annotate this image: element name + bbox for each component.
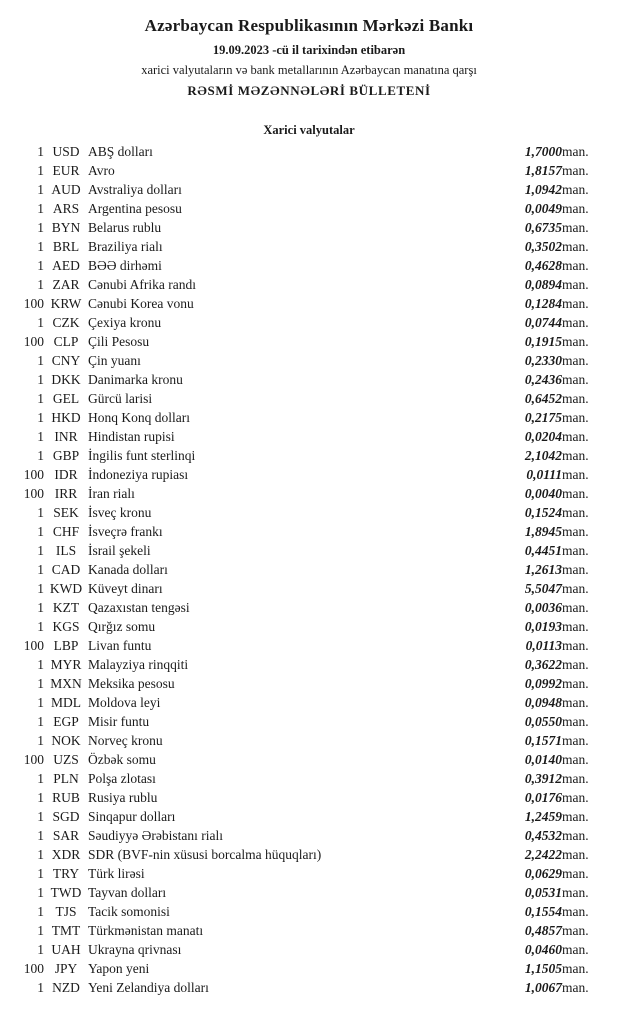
quantity-cell: 1 (37, 828, 44, 843)
quantity-cell: 100 (23, 961, 44, 976)
quantity-cell: 1 (37, 562, 44, 577)
currency-name-cell: Rusiya rublu (88, 790, 158, 805)
unit-label-cell: man. (562, 144, 589, 159)
table-row (18, 256, 600, 275)
quantity-cell: 100 (23, 638, 44, 653)
quantity-cell: 1 (37, 353, 44, 368)
quantity-cell: 1 (37, 201, 44, 216)
currency-code-cell: TMT (51, 923, 81, 938)
unit-label-cell: man. (562, 638, 589, 653)
currency-name-cell: Kanada dolları (88, 562, 168, 577)
rate-value-cell: 0,0992 (524, 676, 562, 691)
quantity-cell: 1 (37, 904, 44, 919)
currency-name-cell: Sinqapur dolları (88, 809, 176, 824)
rate-value-cell: 1,8157 (524, 163, 562, 178)
quantity-cell: 100 (23, 296, 44, 311)
rate-value-cell: 0,0460 (524, 942, 562, 957)
rate-value-cell: 0,0629 (524, 866, 562, 881)
table-row (18, 294, 600, 313)
rate-value-cell: 0,0948 (524, 695, 562, 710)
quantity-cell: 1 (37, 942, 44, 957)
currency-name-cell: Livan funtu (88, 638, 152, 653)
currency-code-cell: SGD (52, 809, 80, 824)
currency-name-cell: Tayvan dolları (88, 885, 167, 900)
unit-label-cell: man. (562, 220, 589, 235)
table-row (18, 332, 600, 351)
quantity-cell: 1 (37, 714, 44, 729)
currency-code-cell: ILS (55, 543, 77, 558)
currency-name-cell: SDR (BVF-nin xüsusi borcalma hüquqları) (88, 847, 322, 862)
currency-code-cell: UZS (53, 752, 79, 767)
rate-value-cell: 0,0113 (525, 638, 562, 653)
table-row (18, 883, 600, 902)
rate-value-cell: 0,0040 (524, 486, 562, 501)
bulletin-title: RƏSMİ MƏZƏNNƏLƏRİ BÜLLETENİ (187, 83, 431, 98)
table-row (18, 788, 600, 807)
currency-name-cell: Çin yuanı (88, 353, 141, 368)
rate-value-cell: 0,0140 (524, 752, 562, 767)
currency-name-cell: Malayziya rinqqiti (88, 657, 189, 672)
table-row (18, 693, 600, 712)
rates-table-body (18, 142, 600, 997)
rate-value-cell: 0,1284 (524, 296, 562, 311)
table-row (18, 826, 600, 845)
table-row (18, 674, 600, 693)
table-row (18, 617, 600, 636)
rate-value-cell: 0,1554 (524, 904, 562, 919)
quantity-cell: 1 (37, 619, 44, 634)
table-row (18, 351, 600, 370)
rate-value-cell: 0,4532 (524, 828, 562, 843)
currency-name-cell: Braziliya rialı (88, 239, 163, 254)
currency-code-cell: TRY (52, 866, 80, 881)
unit-label-cell: man. (562, 847, 589, 862)
unit-label-cell: man. (562, 315, 589, 330)
currency-name-cell: İndoneziya rupiası (88, 467, 189, 482)
quantity-cell: 1 (37, 429, 44, 444)
currency-code-cell: MXN (50, 676, 82, 691)
currency-code-cell: GEL (52, 391, 80, 406)
exchange-rates-table (18, 142, 600, 997)
quantity-cell: 1 (37, 448, 44, 463)
currency-name-cell: Çexiya kronu (88, 315, 162, 330)
rate-value-cell: 1,0942 (524, 182, 562, 197)
currency-name-cell: Səudiyyə Ərəbistanı rialı (88, 828, 223, 843)
quantity-cell: 1 (37, 372, 44, 387)
currency-name-cell: Avro (88, 163, 115, 178)
quantity-cell: 1 (37, 277, 44, 292)
quantity-cell: 1 (37, 182, 44, 197)
currency-code-cell: NZD (52, 980, 80, 995)
unit-label-cell: man. (562, 182, 589, 197)
effective-date-line: 19.09.2023 -cü il tarixindən etibarən (212, 43, 406, 57)
unit-label-cell: man. (562, 904, 589, 919)
unit-label-cell: man. (562, 809, 589, 824)
currency-name-cell: İran rialı (88, 486, 135, 501)
rate-value-cell: 0,3912 (524, 771, 562, 786)
currency-code-cell: CAD (51, 562, 81, 577)
currency-code-cell: KRW (50, 296, 82, 311)
table-row (18, 313, 600, 332)
unit-label-cell: man. (562, 942, 589, 957)
currency-name-cell: Argentina pesosu (88, 201, 182, 216)
unit-label-cell: man. (562, 752, 589, 767)
currency-name-cell: Qazaxıstan tengəsi (88, 600, 190, 615)
quantity-cell: 1 (37, 657, 44, 672)
unit-label-cell: man. (562, 961, 589, 976)
section-title-foreign-currencies: Xarici valyutalar (263, 123, 355, 137)
currency-code-cell: ARS (52, 201, 80, 216)
rate-value-cell: 0,2175 (524, 410, 562, 425)
table-row (18, 940, 600, 959)
currency-code-cell: RUB (52, 790, 80, 805)
currency-code-cell: BYN (51, 220, 81, 235)
currency-code-cell: JPY (54, 961, 78, 976)
currency-code-cell: TWD (50, 885, 82, 900)
rate-value-cell: 0,3502 (524, 239, 562, 254)
currency-name-cell: ABŞ dolları (88, 144, 153, 159)
quantity-cell: 1 (37, 771, 44, 786)
currency-code-cell: NOK (51, 733, 81, 748)
unit-label-cell: man. (562, 923, 589, 938)
table-row (18, 959, 600, 978)
table-row (18, 902, 600, 921)
table-row (18, 921, 600, 940)
unit-label-cell: man. (562, 714, 589, 729)
table-row (18, 446, 600, 465)
unit-label-cell: man. (562, 562, 589, 577)
rate-value-cell: 1,7000 (524, 144, 562, 159)
currency-code-cell: LBP (53, 638, 79, 653)
currency-name-cell: Cənubi Korea vonu (88, 296, 194, 311)
unit-label-cell: man. (562, 790, 589, 805)
quantity-cell: 1 (37, 581, 44, 596)
quantity-cell: 1 (37, 144, 44, 159)
unit-label-cell: man. (562, 885, 589, 900)
table-row (18, 237, 600, 256)
currency-code-cell: SAR (52, 828, 80, 843)
unit-label-cell: man. (562, 619, 589, 634)
unit-label-cell: man. (562, 695, 589, 710)
rate-value-cell: 5,5047 (524, 581, 562, 596)
rate-value-cell: 1,0067 (524, 980, 562, 995)
currency-code-cell: KWD (49, 581, 83, 596)
unit-label-cell: man. (562, 372, 589, 387)
currency-name-cell: Avstraliya dolları (88, 182, 182, 197)
currency-name-cell: Moldova leyi (88, 695, 161, 710)
rate-value-cell: 0,0176 (524, 790, 562, 805)
quantity-cell: 1 (37, 524, 44, 539)
unit-label-cell: man. (562, 733, 589, 748)
rate-value-cell: 0,1915 (524, 334, 562, 349)
currency-code-cell: KZT (52, 600, 80, 615)
currency-name-cell: Özbək somu (88, 752, 156, 767)
currency-name-cell: Meksika pesosu (88, 676, 175, 691)
currency-name-cell: Gürcü larisi (88, 391, 153, 406)
table-row (18, 142, 600, 161)
table-row (18, 180, 600, 199)
currency-name-cell: İngilis funt sterlinqi (88, 448, 196, 463)
quantity-cell: 100 (23, 752, 44, 767)
unit-label-cell: man. (562, 163, 589, 178)
currency-code-cell: AUD (51, 182, 81, 197)
rate-value-cell: 0,0111 (526, 467, 562, 482)
currency-name-cell: Polşa zlotası (88, 771, 156, 786)
rate-value-cell: 0,0894 (524, 277, 562, 292)
table-row (18, 655, 600, 674)
quantity-cell: 100 (23, 467, 44, 482)
currency-code-cell: INR (54, 429, 78, 444)
rate-value-cell: 1,1505 (524, 961, 562, 976)
quantity-cell: 1 (37, 980, 44, 995)
currency-name-cell: Küveyt dinarı (88, 581, 163, 596)
quantity-cell: 1 (37, 239, 44, 254)
currency-name-cell: Misir funtu (88, 714, 150, 729)
unit-label-cell: man. (562, 201, 589, 216)
table-row (18, 161, 600, 180)
table-row (18, 712, 600, 731)
quantity-cell: 1 (37, 410, 44, 425)
currency-name-cell: Türk lirəsi (88, 866, 145, 881)
currency-code-cell: SEK (53, 505, 79, 520)
currency-name-cell: Danimarka kronu (88, 372, 183, 387)
rate-value-cell: 0,6452 (524, 391, 562, 406)
unit-label-cell: man. (562, 353, 589, 368)
table-row (18, 503, 600, 522)
quantity-cell: 1 (37, 866, 44, 881)
currency-code-cell: CZK (52, 315, 80, 330)
currency-code-cell: EUR (52, 163, 80, 178)
table-row (18, 370, 600, 389)
rate-value-cell: 2,2422 (524, 847, 562, 862)
currency-code-cell: EGP (53, 714, 79, 729)
table-row (18, 807, 600, 826)
unit-label-cell: man. (562, 448, 589, 463)
unit-label-cell: man. (562, 524, 589, 539)
currency-code-cell: CHF (52, 524, 80, 539)
rate-value-cell: 0,0550 (524, 714, 562, 729)
currency-code-cell: KGS (52, 619, 80, 634)
rate-value-cell: 0,0049 (524, 201, 562, 216)
rate-value-cell: 0,1571 (524, 733, 562, 748)
currency-code-cell: AED (52, 258, 80, 273)
table-row (18, 769, 600, 788)
currency-code-cell: IDR (54, 467, 78, 482)
quantity-cell: 1 (37, 695, 44, 710)
currency-name-cell: İsrail şekeli (88, 543, 151, 558)
rate-value-cell: 0,0204 (524, 429, 562, 444)
rate-value-cell: 0,1524 (524, 505, 562, 520)
rate-value-cell: 2,1042 (524, 448, 562, 463)
currency-name-cell: Honq Konq dolları (88, 410, 190, 425)
table-row (18, 541, 600, 560)
quantity-cell: 1 (37, 220, 44, 235)
currency-code-cell: TJS (55, 904, 77, 919)
quantity-cell: 1 (37, 847, 44, 862)
quantity-cell: 100 (23, 334, 44, 349)
unit-label-cell: man. (562, 296, 589, 311)
document-subtitle: xarici valyutaların və bank metallarının Azərbaycan manatına qarşı (141, 63, 477, 77)
rate-value-cell: 1,2613 (524, 562, 562, 577)
currency-name-cell: Yapon yeni (88, 961, 150, 976)
rate-value-cell: 1,2459 (524, 809, 562, 824)
rate-value-cell: 0,0036 (524, 600, 562, 615)
rate-value-cell: 0,4451 (524, 543, 562, 558)
table-row (18, 408, 600, 427)
quantity-cell: 1 (37, 543, 44, 558)
quantity-cell: 100 (23, 486, 44, 501)
table-row (18, 275, 600, 294)
unit-label-cell: man. (562, 600, 589, 615)
unit-label-cell: man. (562, 258, 589, 273)
unit-label-cell: man. (562, 391, 589, 406)
table-row (18, 636, 600, 655)
table-row (18, 560, 600, 579)
currency-code-cell: XDR (51, 847, 81, 862)
rate-value-cell: 0,4857 (524, 923, 562, 938)
unit-label-cell: man. (562, 505, 589, 520)
unit-label-cell: man. (562, 410, 589, 425)
quantity-cell: 1 (37, 163, 44, 178)
unit-label-cell: man. (562, 486, 589, 501)
unit-label-cell: man. (562, 467, 589, 482)
currency-code-cell: HKD (51, 410, 81, 425)
currency-name-cell: Türkmənistan manatı (88, 923, 204, 938)
rate-value-cell: 0,3622 (524, 657, 562, 672)
currency-name-cell: İsveçrə frankı (88, 524, 163, 539)
currency-code-cell: IRR (54, 486, 78, 501)
rate-value-cell: 0,4628 (524, 258, 562, 273)
rate-value-cell: 0,2330 (524, 353, 562, 368)
currency-code-cell: ZAR (52, 277, 80, 292)
table-row (18, 427, 600, 446)
quantity-cell: 1 (37, 315, 44, 330)
currency-name-cell: Yeni Zelandiya dolları (88, 980, 209, 995)
table-row (18, 731, 600, 750)
currency-code-cell: CLP (53, 334, 79, 349)
unit-label-cell: man. (562, 980, 589, 995)
unit-label-cell: man. (562, 866, 589, 881)
currency-name-cell: Çili Pesosu (88, 334, 150, 349)
unit-label-cell: man. (562, 429, 589, 444)
currency-code-cell: DKK (51, 372, 81, 387)
table-row (18, 598, 600, 617)
quantity-cell: 1 (37, 809, 44, 824)
table-row (18, 845, 600, 864)
currency-name-cell: Cənubi Afrika randı (88, 277, 196, 292)
quantity-cell: 1 (37, 790, 44, 805)
currency-name-cell: Tacik somonisi (88, 904, 170, 919)
table-row (18, 978, 600, 997)
table-row (18, 218, 600, 237)
quantity-cell: 1 (37, 676, 44, 691)
rate-value-cell: 0,6735 (524, 220, 562, 235)
currency-code-cell: CNY (51, 353, 81, 368)
bank-title: Azərbaycan Respublikasının Mərkəzi Bankı (144, 16, 474, 35)
table-row (18, 484, 600, 503)
currency-code-cell: MDL (51, 695, 81, 710)
currency-name-cell: Hindistan rupisi (88, 429, 175, 444)
unit-label-cell: man. (562, 771, 589, 786)
quantity-cell: 1 (37, 258, 44, 273)
unit-label-cell: man. (562, 676, 589, 691)
quantity-cell: 1 (37, 391, 44, 406)
rate-value-cell: 0,0744 (524, 315, 562, 330)
table-row (18, 522, 600, 541)
unit-label-cell: man. (562, 277, 589, 292)
quantity-cell: 1 (37, 505, 44, 520)
table-row (18, 750, 600, 769)
document-header (18, 12, 600, 99)
rate-value-cell: 1,8945 (524, 524, 562, 539)
unit-label-cell: man. (562, 828, 589, 843)
quantity-cell: 1 (37, 733, 44, 748)
table-row (18, 465, 600, 484)
quantity-cell: 1 (37, 885, 44, 900)
currency-name-cell: Ukrayna qrivnası (88, 942, 182, 957)
currency-name-cell: BƏƏ dirhəmi (88, 258, 162, 273)
currency-name-cell: Belarus rublu (88, 220, 162, 235)
currency-name-cell: Qırğız somu (88, 619, 156, 634)
currency-name-cell: İsveç kronu (88, 505, 152, 520)
table-row (18, 579, 600, 598)
currency-name-cell: Norveç kronu (88, 733, 163, 748)
currency-code-cell: PLN (53, 771, 79, 786)
rate-value-cell: 0,0531 (524, 885, 562, 900)
unit-label-cell: man. (562, 543, 589, 558)
table-row (18, 389, 600, 408)
currency-code-cell: GBP (52, 448, 80, 463)
currency-code-cell: USD (52, 144, 80, 159)
currency-code-cell: MYR (50, 657, 82, 672)
unit-label-cell: man. (562, 657, 589, 672)
unit-label-cell: man. (562, 581, 589, 596)
quantity-cell: 1 (37, 923, 44, 938)
quantity-cell: 1 (37, 600, 44, 615)
currency-code-cell: UAH (51, 942, 81, 957)
currency-code-cell: BRL (52, 239, 80, 254)
table-row (18, 864, 600, 883)
rate-value-cell: 0,0193 (524, 619, 562, 634)
table-row (18, 199, 600, 218)
unit-label-cell: man. (562, 334, 589, 349)
rate-value-cell: 0,2436 (524, 372, 562, 387)
unit-label-cell: man. (562, 239, 589, 254)
